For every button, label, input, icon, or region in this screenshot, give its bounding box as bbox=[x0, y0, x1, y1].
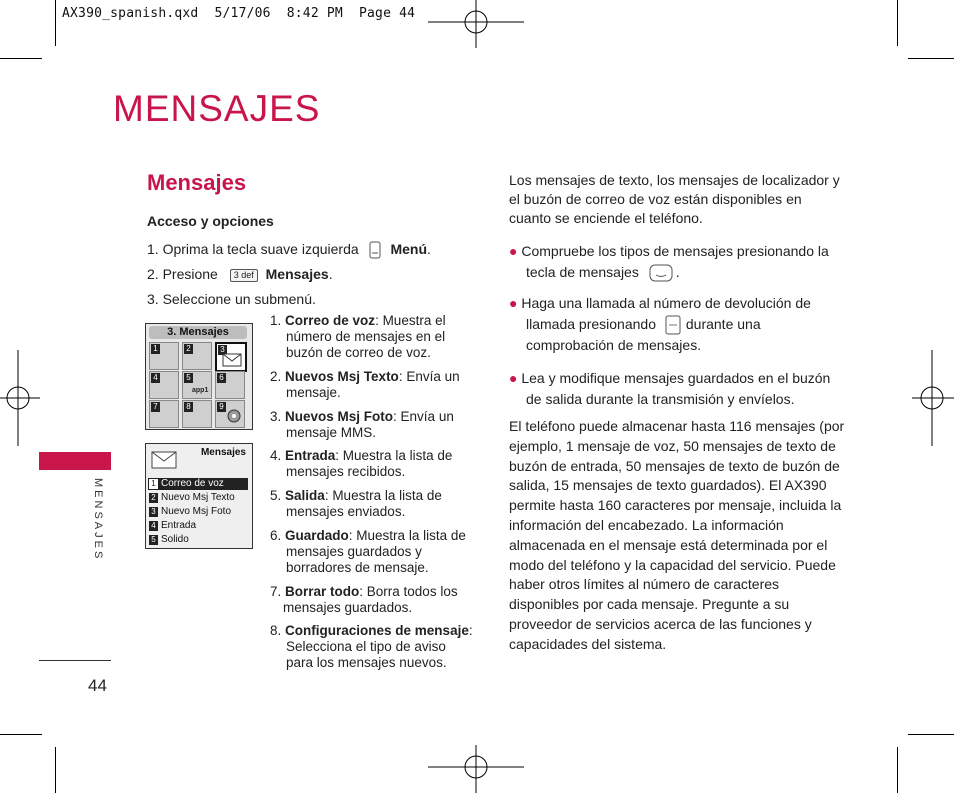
item-desc: : bbox=[468, 623, 473, 638]
list-item-number: 1 bbox=[149, 479, 158, 489]
text-line: buzón de entrada, 50 mensajes de texto de buzón de bbox=[509, 457, 840, 474]
list-item bbox=[148, 506, 248, 518]
menu-item bbox=[270, 623, 485, 671]
list-item bbox=[148, 534, 248, 546]
item-name: Nuevos Msj Foto bbox=[285, 409, 394, 424]
item-number: 1. bbox=[270, 313, 282, 328]
item-desc: buzón de correo de voz. bbox=[286, 345, 431, 360]
item-name: Configuraciones de mensaje bbox=[285, 623, 469, 638]
file-info-header: AX390_spanish.qxd 5/17/06 8:42 PM Page 44 bbox=[62, 6, 416, 21]
item-name: Borrar todo bbox=[285, 584, 360, 599]
chapter-tab bbox=[39, 452, 111, 470]
text-line: proveedor de servicios acerca de las funciones y bbox=[509, 615, 812, 632]
list-item bbox=[148, 478, 248, 490]
step-1 bbox=[147, 240, 431, 259]
item-number: 4. bbox=[270, 448, 282, 463]
cell-number: 4 bbox=[151, 373, 160, 383]
item-desc: mensaje MMS. bbox=[286, 425, 377, 440]
text-line: almacenada en el mensaje está determinada por el bbox=[509, 536, 828, 553]
list-item-number: 4 bbox=[149, 521, 158, 531]
crop-mark bbox=[55, 0, 56, 46]
text-line: salida, 15 mensajes de texto guardados). El AX390 bbox=[509, 477, 827, 494]
app-caption: app1 bbox=[192, 387, 209, 394]
step-2-period: . bbox=[328, 266, 333, 282]
list-item-label: Nuevo Msj Foto bbox=[161, 506, 232, 517]
item-desc: mensaje. bbox=[286, 385, 341, 400]
step-3: 3. Seleccione un submenú. bbox=[147, 291, 316, 307]
envelope-icon bbox=[150, 448, 180, 472]
grid-cell bbox=[149, 371, 179, 399]
text-line: de salida durante la transmisión y envíelos. bbox=[526, 391, 795, 407]
list-item-label: Entrada bbox=[161, 520, 197, 531]
envelope-icon bbox=[222, 353, 242, 367]
text-line: permite hasta 160 caracteres por mensaje, incluida la bbox=[509, 497, 842, 514]
item-name: Entrada bbox=[285, 448, 336, 463]
send-key-icon bbox=[665, 315, 681, 335]
text-line: El teléfono puede almacenar hasta 116 mensajes (por bbox=[509, 418, 845, 434]
item-desc: borradores de mensaje. bbox=[286, 560, 429, 575]
cell-number: 1 bbox=[151, 344, 160, 354]
grid-cell bbox=[215, 342, 247, 372]
list-item bbox=[148, 520, 248, 532]
grid-cell bbox=[182, 371, 212, 399]
step-2-text: 2. Presione bbox=[147, 266, 218, 282]
menu-item bbox=[270, 409, 485, 441]
list-item-label: Correo de voz bbox=[161, 478, 224, 489]
text-line: comprobación de mensajes. bbox=[526, 337, 702, 354]
key-3-icon: 3 def bbox=[230, 269, 258, 282]
grid-cell bbox=[215, 371, 245, 399]
cell-number: 5 bbox=[184, 373, 193, 383]
text-line: durante una bbox=[685, 316, 761, 332]
menu-item bbox=[270, 369, 485, 401]
text-line: haber otros límites al número de caracteres bbox=[509, 576, 780, 593]
phone-screen-title: 3. Mensajes bbox=[149, 326, 247, 339]
item-number: 7. bbox=[270, 584, 282, 599]
text-line: cuanto se enciende el teléfono. bbox=[509, 210, 703, 226]
step-2 bbox=[147, 265, 333, 284]
item-desc: : Muestra el bbox=[375, 313, 446, 328]
storage-paragraph bbox=[509, 417, 854, 655]
phone-list-title: Mensajes bbox=[200, 447, 246, 458]
item-name: Nuevos Msj Texto bbox=[285, 369, 399, 384]
item-desc: para los mensajes nuevos. bbox=[286, 655, 447, 670]
crop-mark bbox=[908, 734, 954, 735]
cell-number: 7 bbox=[151, 402, 160, 412]
subsection-title: Acceso y opciones bbox=[147, 213, 274, 229]
crop-mark bbox=[0, 58, 42, 59]
cell-number: 8 bbox=[184, 402, 193, 412]
item-name: Salida bbox=[285, 488, 325, 503]
text-line: Lea y modifique mensajes guardados en el buzón bbox=[521, 370, 831, 386]
text-line: capacidades del sistema. bbox=[509, 635, 667, 652]
item-name: Guardado bbox=[285, 528, 349, 543]
gear-icon bbox=[226, 408, 242, 424]
phone-screen-menu-grid bbox=[145, 323, 253, 430]
text-line: Compruebe los tipos de mensajes presionando la bbox=[521, 243, 829, 259]
item-desc: : Muestra la lista de bbox=[335, 448, 453, 463]
item-number: 6. bbox=[270, 528, 282, 543]
item-desc: : Borra todos los bbox=[359, 584, 458, 599]
item-desc: Selecciona el tipo de aviso bbox=[286, 639, 446, 654]
text-line: Haga una llamada al número de devolución de bbox=[521, 295, 811, 311]
list-item-label: Nuevo Msj Texto bbox=[161, 492, 235, 503]
bullet-item bbox=[509, 368, 849, 410]
list-item bbox=[148, 492, 248, 504]
bullet-item bbox=[509, 293, 849, 356]
cell-number: 3 bbox=[218, 345, 227, 355]
text-line: información del encabezado. La información bbox=[509, 516, 784, 533]
cell-number: 9 bbox=[217, 402, 226, 412]
registration-mark-right bbox=[912, 350, 954, 446]
grid-cell bbox=[149, 342, 179, 370]
item-desc: mensajes enviados. bbox=[286, 504, 406, 519]
list-item-number: 2 bbox=[149, 493, 158, 503]
item-number: 5. bbox=[270, 488, 282, 503]
crop-mark bbox=[55, 747, 56, 793]
item-desc: mensajes guardados. bbox=[283, 600, 413, 615]
text-line: ejemplo, 1 mensaje de voz, 50 mensajes de texto de bbox=[509, 437, 836, 454]
crop-mark bbox=[897, 0, 898, 46]
crop-mark bbox=[908, 58, 954, 59]
grid-cell bbox=[215, 400, 245, 428]
page-title: MENSAJES bbox=[113, 88, 321, 129]
text-line: disponibles por cada mensaje. Pregunte a su bbox=[509, 596, 790, 613]
item-desc: mensajes recibidos. bbox=[286, 464, 406, 479]
menu-item bbox=[270, 584, 485, 616]
item-desc: mensajes guardados y bbox=[286, 544, 422, 559]
item-number: 8. bbox=[270, 623, 282, 638]
item-number: 3. bbox=[270, 409, 282, 424]
step-2-mensajes: Mensajes bbox=[265, 266, 329, 282]
registration-mark-left bbox=[0, 350, 40, 446]
bullet-icon: ● bbox=[509, 370, 518, 386]
item-number: 2. bbox=[270, 369, 282, 384]
menu-item bbox=[270, 528, 485, 576]
step-1-menu: Menú bbox=[390, 241, 428, 257]
bullet-icon: ● bbox=[509, 243, 518, 259]
phone-screen-mensajes-list bbox=[145, 443, 253, 549]
text-period: . bbox=[675, 264, 680, 280]
text-line: Los mensajes de texto, los mensajes de localizador y bbox=[509, 172, 840, 188]
crop-mark bbox=[0, 734, 42, 735]
text-line: modo del teléfono y la capacidad del servicio. Puede bbox=[509, 556, 836, 573]
item-desc: : Muestra la lista de bbox=[324, 488, 442, 503]
step-1-text: 1. Oprima la tecla suave izquierda bbox=[147, 241, 359, 257]
registration-mark-top bbox=[428, 0, 524, 48]
cell-number: 6 bbox=[217, 373, 226, 383]
page-number: 44 bbox=[88, 676, 107, 695]
text-line: el buzón de correo de voz están disponibles en bbox=[509, 191, 802, 207]
step-1-period: . bbox=[427, 241, 431, 257]
grid-cell bbox=[182, 400, 212, 428]
section-title: Mensajes bbox=[147, 170, 247, 195]
bullet-item bbox=[509, 241, 849, 283]
text-line: tecla de mensajes bbox=[526, 264, 639, 280]
item-name: Correo de voz bbox=[285, 313, 376, 328]
menu-item bbox=[270, 448, 485, 480]
grid-cell bbox=[149, 400, 179, 428]
grid-cell bbox=[182, 342, 212, 370]
item-desc: : Envía un bbox=[398, 369, 460, 384]
menu-item bbox=[270, 488, 485, 520]
page-footer-rule bbox=[39, 660, 111, 661]
item-desc: : Muestra la lista de bbox=[348, 528, 466, 543]
intro-paragraph bbox=[509, 171, 849, 228]
list-item-number: 3 bbox=[149, 507, 158, 517]
soft-key-icon bbox=[369, 241, 381, 259]
list-item-label: Solido bbox=[161, 534, 189, 545]
item-desc: : Envía un bbox=[393, 409, 454, 424]
bullet-icon: ● bbox=[509, 295, 518, 311]
message-key-icon bbox=[649, 264, 673, 282]
side-chapter-label: MENSAJES bbox=[92, 478, 104, 562]
item-desc: número de mensajes en el bbox=[286, 329, 446, 344]
list-item-number: 5 bbox=[149, 535, 158, 545]
registration-mark-bottom bbox=[428, 745, 524, 793]
crop-mark bbox=[897, 747, 898, 793]
cell-number: 2 bbox=[184, 344, 193, 354]
menu-item bbox=[270, 313, 485, 361]
text-line: llamada presionando bbox=[526, 316, 656, 332]
